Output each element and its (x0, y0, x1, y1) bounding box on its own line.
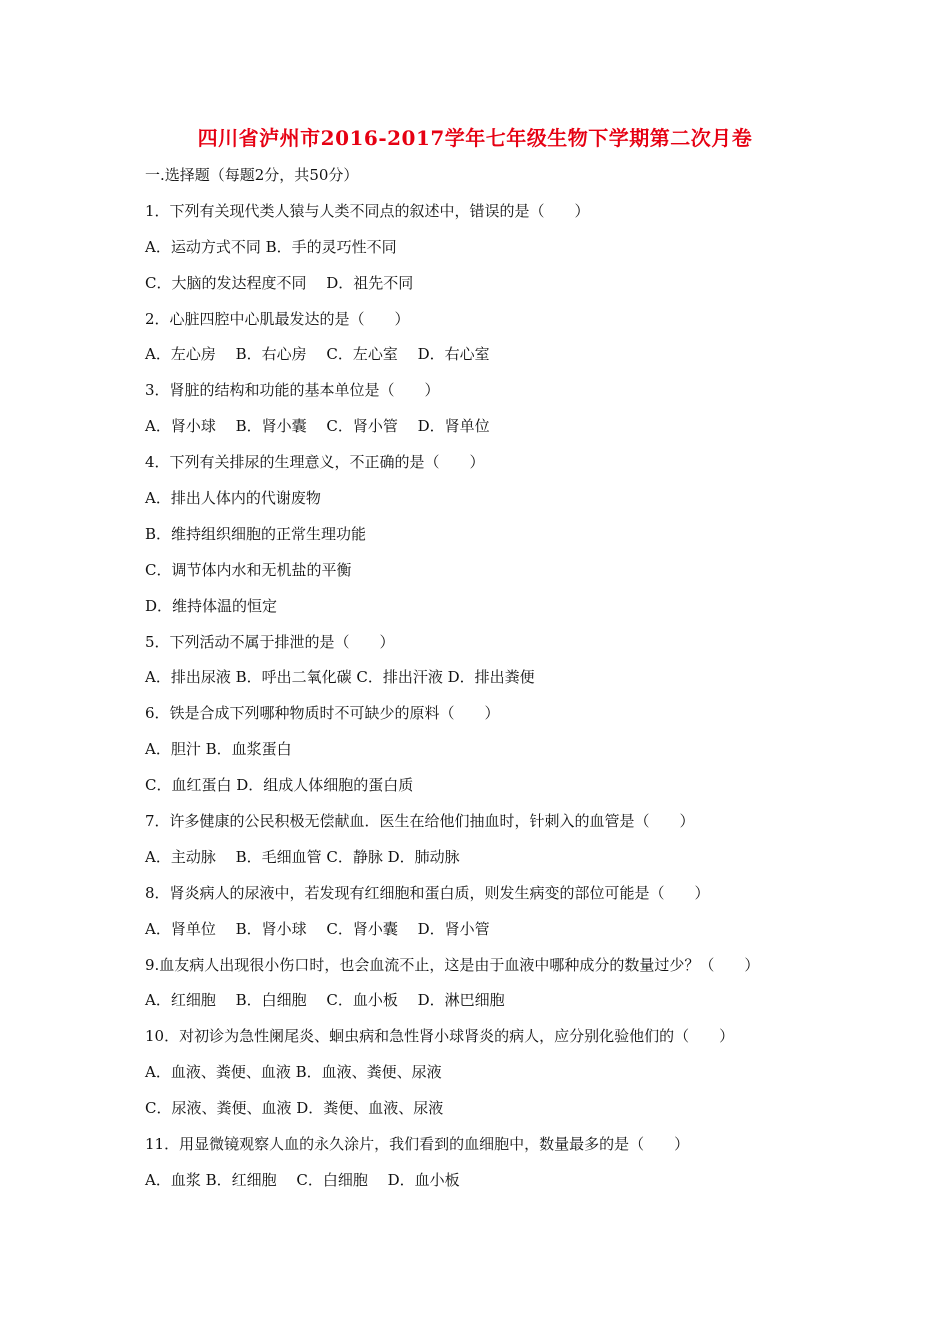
answer-options: A．血浆 B．红细胞 C．白细胞 D．血小板 (145, 1170, 460, 1189)
question-stem: 9.血友病人出现很小伤口时，也会血流不止，这是由于血液中哪种成分的数量过少？（ ） (145, 955, 760, 974)
answer-options: C．调节体内水和无机盐的平衡 (145, 560, 352, 579)
answer-options: C．血红蛋白 D．组成人体细胞的蛋白质 (145, 776, 414, 795)
answer-options: A．主动脉 B．毛细血管 C．静脉 D．肺动脉 (145, 847, 460, 866)
document-title: 四川省泸州市2016-2017学年七年级生物下学期第二次月卷 (197, 126, 753, 150)
section-heading: 一.选择题（每题2分，共50分） (145, 166, 359, 184)
answer-options: B．维持组织细胞的正常生理功能 (145, 524, 367, 543)
answer-options: A．肾单位 B．肾小球 C．肾小囊 D．肾小管 (145, 919, 490, 938)
answer-options: C．尿液、粪便、血液 D．粪便、血液、尿液 (145, 1099, 444, 1118)
question-stem: 4．下列有关排尿的生理意义，不正确的是（ ） (145, 453, 485, 472)
question-stem: 10．对初诊为急性阑尾炎、蛔虫病和急性肾小球肾炎的病人，应分别化验他们的（ ） (145, 1027, 735, 1046)
question-stem: 5．下列活动不属于排泄的是（ ） (145, 632, 395, 651)
question-stem: 8．肾炎病人的尿液中，若发现有红细胞和蛋白质，则发生病变的部位可能是（ ） (145, 883, 710, 902)
question-stem: 2．心脏四腔中心肌最发达的是（ ） (145, 309, 410, 328)
question-stem: 1．下列有关现代类人猿与人类不同点的叙述中，错误的是（ ） (145, 201, 590, 220)
answer-options: A．红细胞 B．白细胞 C．血小板 D．淋巴细胞 (145, 991, 505, 1010)
answer-options: C．大脑的发达程度不同 D．祖先不同 (145, 273, 414, 292)
answer-options: A．左心房 B．右心房 C．左心室 D．右心室 (145, 345, 490, 364)
question-stem: 11．用显微镜观察人血的永久涂片，我们看到的血细胞中，数量最多的是（ ） (145, 1135, 690, 1154)
question-list (145, 158, 865, 1199)
answer-options: A．运动方式不同 B．手的灵巧性不同 (145, 237, 397, 256)
answer-options: A．血液、粪便、血液 B．血液、粪便、尿液 (145, 1063, 442, 1082)
answer-options: A．排出尿液 B．呼出二氧化碳 C．排出汗液 D．排出粪便 (145, 668, 535, 687)
answer-options: A．肾小球 B．肾小囊 C．肾小管 D．肾单位 (145, 417, 490, 436)
answer-options: A．排出人体内的代谢废物 (145, 489, 321, 508)
answer-options: A．胆汁 B．血浆蛋白 (145, 740, 292, 759)
question-stem: 3．肾脏的结构和功能的基本单位是（ ） (145, 381, 440, 400)
question-stem: 6．铁是合成下列哪种物质时不可缺少的原料（ ） (145, 704, 500, 723)
answer-options: D．维持体温的恒定 (145, 596, 278, 615)
question-stem: 7．许多健康的公民积极无偿献血．医生在给他们抽血时，针刺入的血管是（ ） (145, 812, 695, 831)
